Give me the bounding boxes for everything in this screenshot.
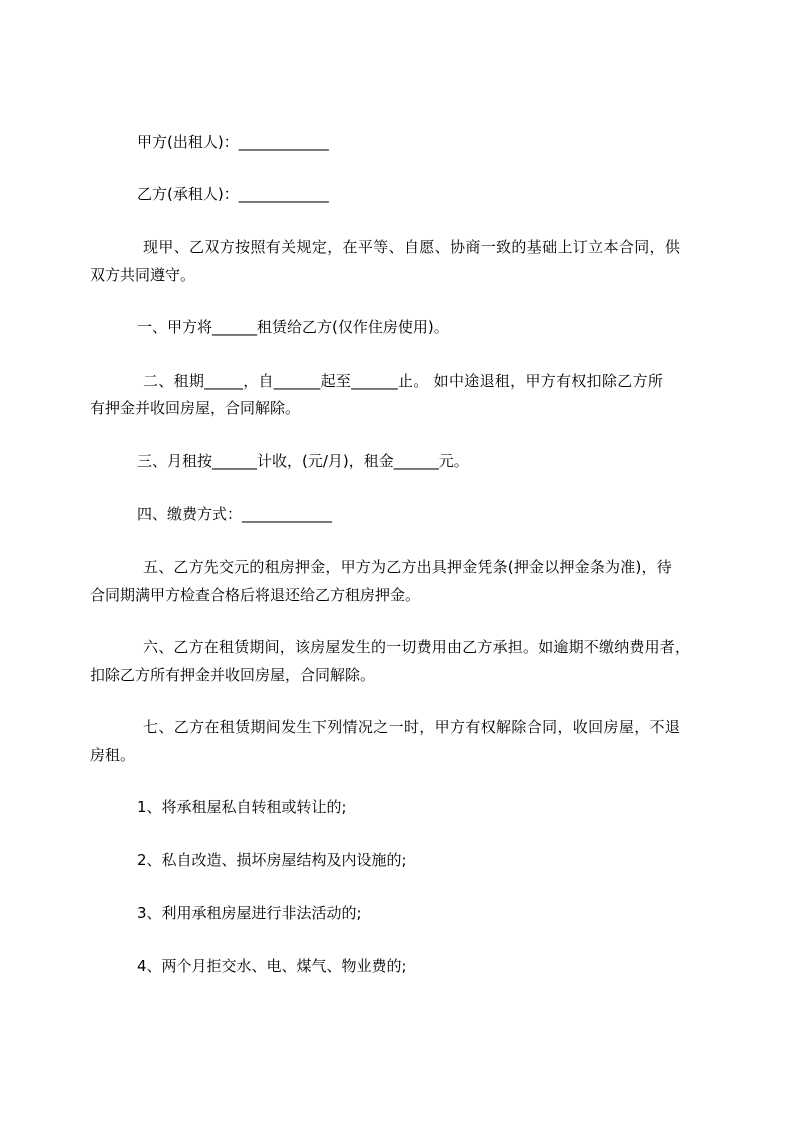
clause-2-line-2: 有押金并收回房屋，合同解除。: [90, 399, 301, 417]
list-item-2: 2、私自改造、损坏房屋结构及内设施的;: [137, 851, 407, 869]
intro-line-1: 现甲、乙双方按照有关规定，在平等、自愿、协商一致的基础上订立本合同，供: [143, 238, 681, 256]
clause-6-line-2: 扣除乙方所有押金并收回房屋，合同解除。: [90, 666, 376, 684]
list-item-1: 1、将承租屋私自转租或转让的;: [137, 798, 347, 816]
clause-5-line-2: 合同期满甲方检查合格后将退还给乙方租房押金。: [90, 586, 421, 604]
party-a-line: 甲方(出租人)：____________: [137, 133, 329, 151]
party-b-line: 乙方(承租人)：____________: [137, 185, 329, 203]
clause-2-line-1: 二、租期_____，自______起至______止。 如中途退租，甲方有权扣除乙方所: [143, 372, 664, 390]
clause-7-line-1: 七、乙方在租赁期间发生下列情况之一时，甲方有权解除合同，收回房屋，不退: [143, 718, 681, 736]
clause-5-line-1: 五、乙方先交元的租房押金，甲方为乙方出具押金凭条(押金以押金条为准)，待: [143, 558, 672, 576]
list-item-3: 3、利用承租房屋进行非法活动的;: [137, 904, 362, 922]
list-item-4: 4、两个月拒交水、电、煤气、物业费的;: [137, 957, 407, 975]
clause-3: 三、月租按______计收，(元/月)，租金______元。: [137, 452, 469, 470]
clause-6-line-1: 六、乙方在租赁期间，该房屋发生的一切费用由乙方承担。如逾期不缴纳费用者，: [143, 638, 691, 656]
intro-line-2: 双方共同遵守。: [90, 266, 196, 284]
clause-4: 四、缴费方式：____________: [137, 505, 333, 523]
clause-1: 一、甲方将______租赁给乙方(仅作住房使用)。: [137, 318, 449, 336]
clause-7-line-2: 房租。: [90, 746, 136, 764]
